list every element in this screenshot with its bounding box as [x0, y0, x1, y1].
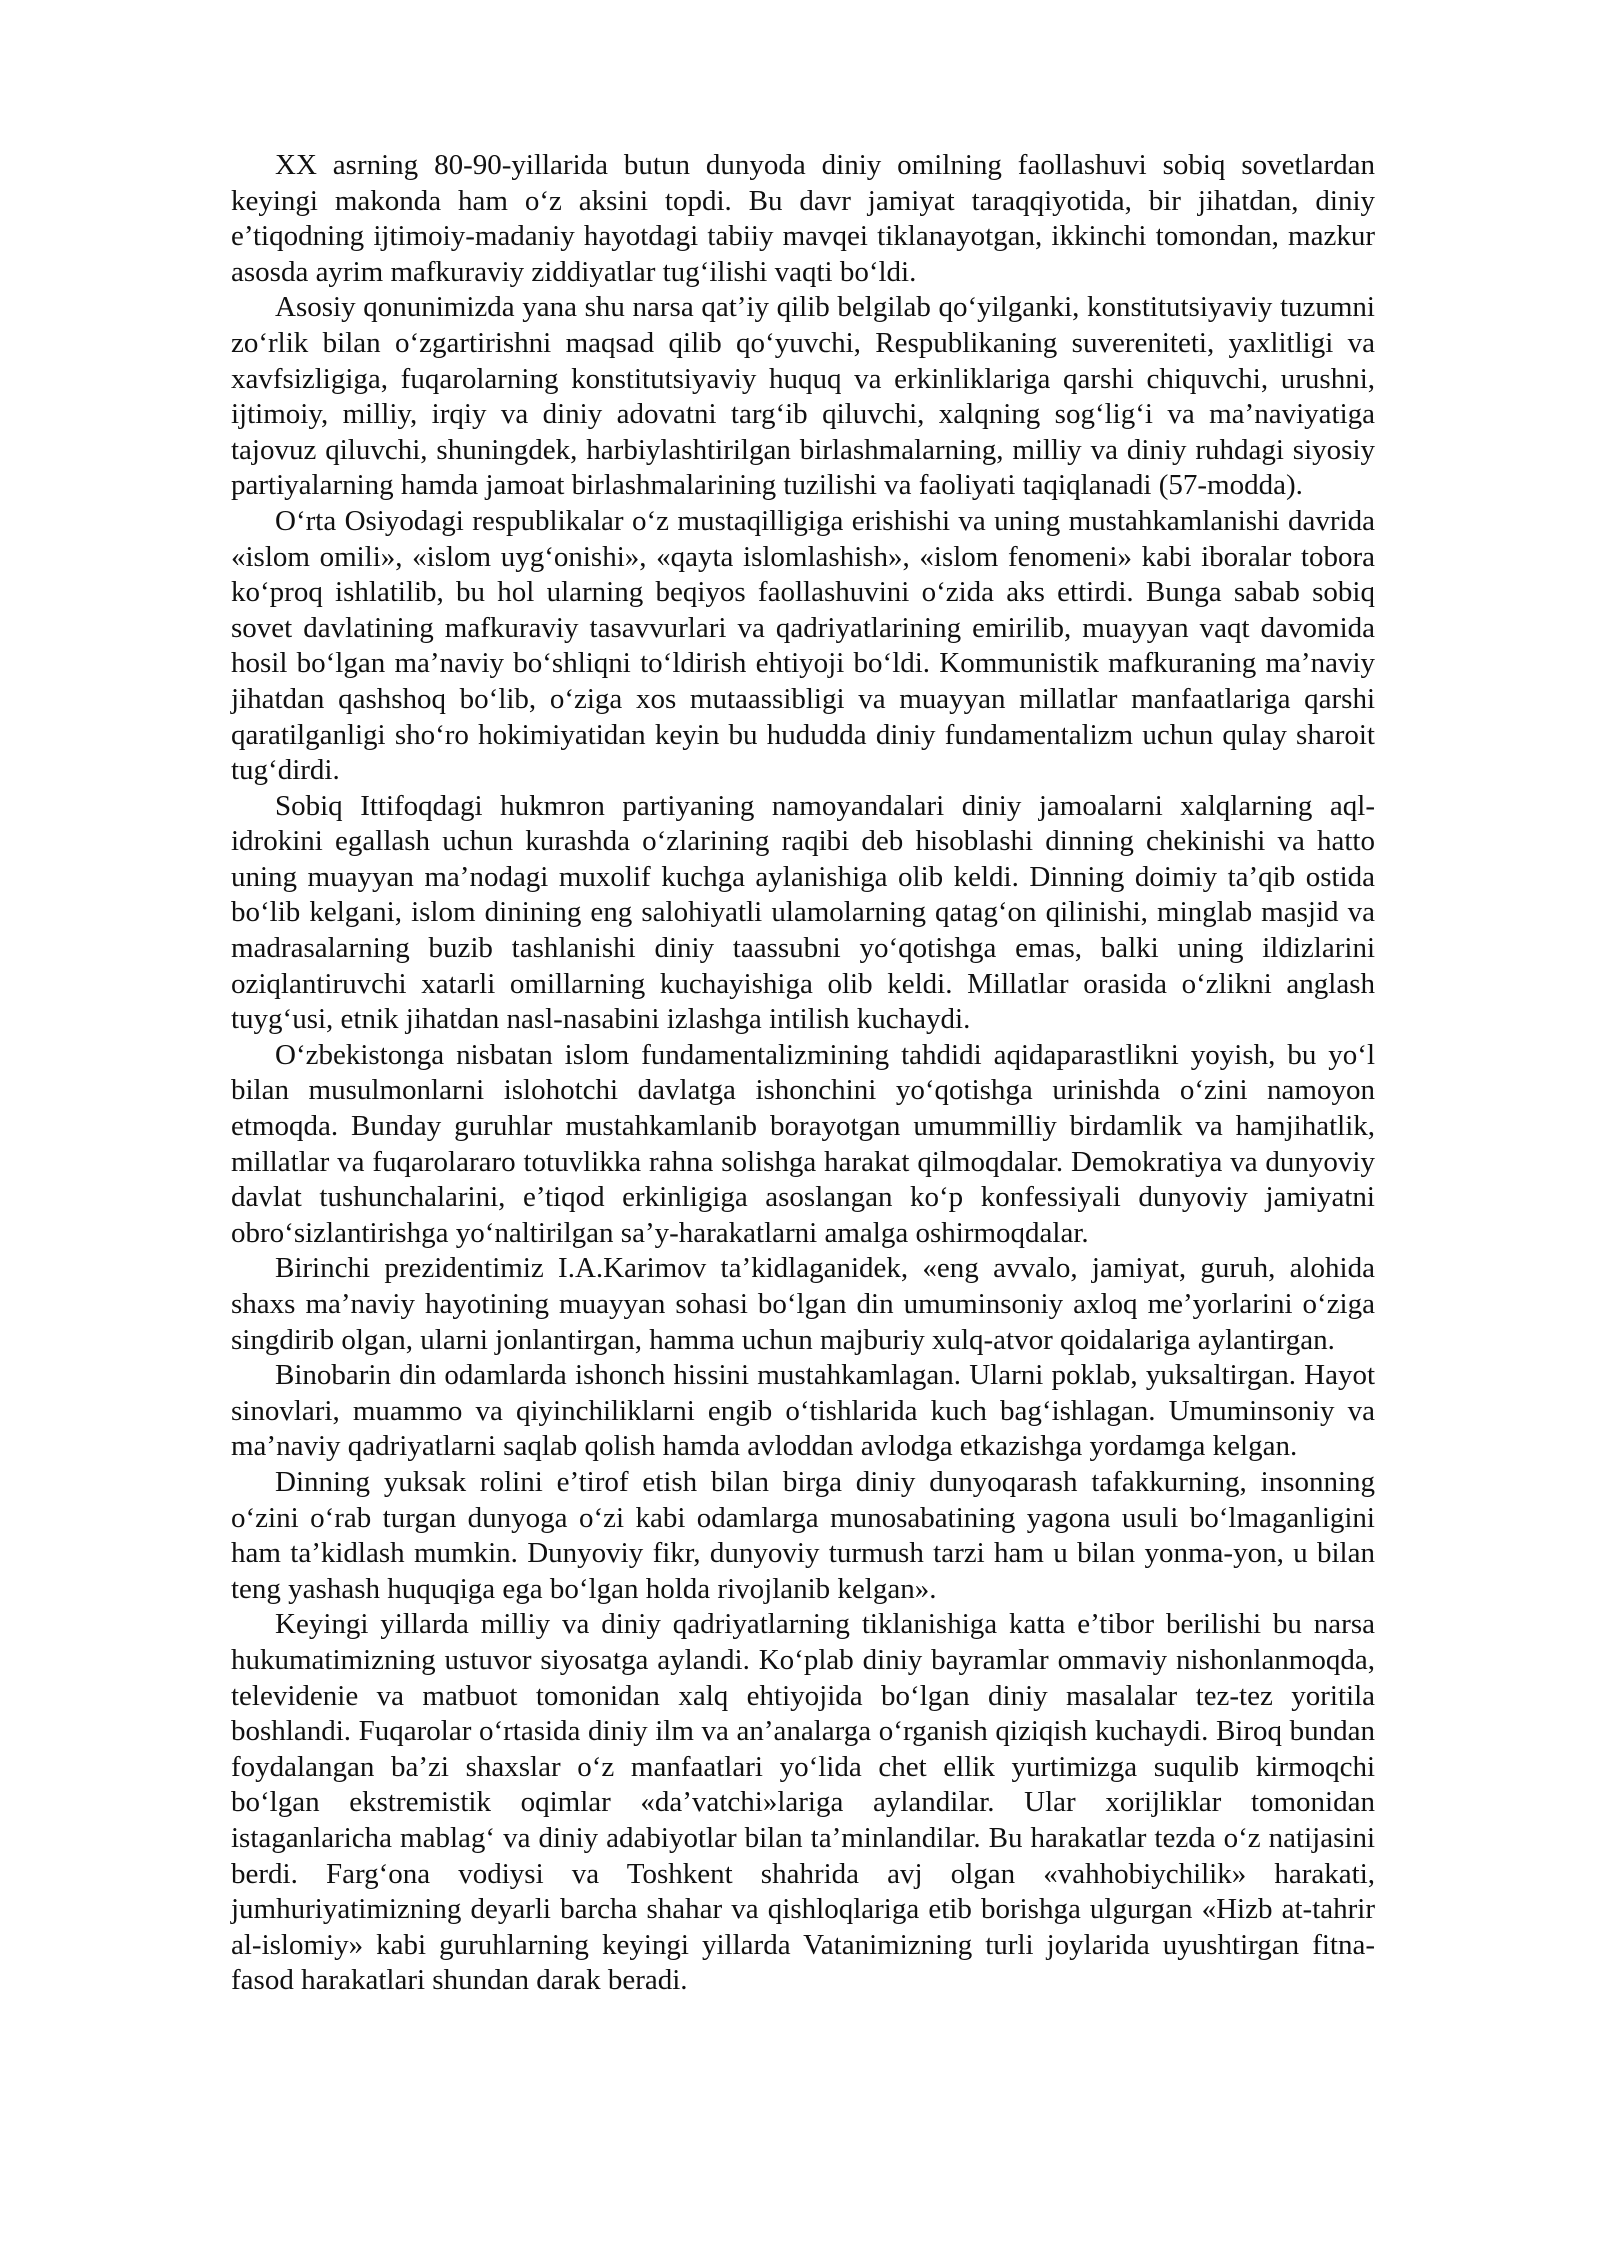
paragraph-2: Asosiy qonunimizda yana shu narsa qat’iy qilib belgilab qo‘yilganki, konstitutsiyaviy tuzumni zo‘rlik bilan o‘zgartirishni maqsad qilib qo‘yuvchi, Respublikaning suvereniteti, yaxlitligi va xavfsizligiga, fuqarolarning konstitutsiyaviy huquq va erkinliklariga qarshi chiquvchi, urushni, ijtimoiy, milliy, irqiy va diniy adovatni targ‘ib qiluvchi, xalqning sog‘lig‘i va ma’naviyatiga tajovuz qiluvchi, shuningdek, harbiylashtirilgan birlashmalarning, milliy va diniy ruhdagi siyosiy partiyalarning hamda jamoat birlashmalarining tuzilishi va faoliyati taqiqlanadi (57-modda). [231, 291, 1375, 502]
paragraph-8: Dinning yuksak rolini e’tirof etish bilan birga diniy dunyoqarash tafakkurning, insonning o‘zini o‘rab turgan dunyoga o‘zi kabi odamlarga munosabatining yagona usuli bo‘lmaganligini ham ta’kidlash mumkin. Dunyoviy fikr, dunyoviy turmush tarzi ham u bilan yonma-yon, u bilan teng yashash huquqiga ega bo‘lgan holda rivojlanib kelgan». [231, 1465, 1375, 1605]
document-page [231, 148, 1375, 1999]
paragraph-1: XX asrning 80-90-yillarida butun dunyoda diniy omilning faollashuvi sobiq sovetlardan keyingi makonda ham o‘z aksini topdi. Bu davr jamiyat taraqqiyotida, bir jihatdan, diniy e’tiqodning ijtimoiy-madaniy hayotdagi tabiiy mavqei tiklanayotgan, ikkinchi tomondan, mazkur asosda ayrim mafkuraviy ziddiyatlar tug‘ilishi vaqti bo‘ldi. [231, 149, 1375, 288]
paragraph-4: Sobiq Ittifoqdagi hukmron partiyaning namoyandalari diniy jamoalarni xalqlarning aql-idrokini egallash uchun kurashda o‘zlarining raqibi deb hisoblashi dinning chekinishi va hatto uning muayyan ma’nodagi muxolif kuchga aylanishiga olib keldi. Dinning doimiy ta’qib ostida bo‘lib kelgani, islom dinining eng salohiyatli ulamolarning qatag‘on qilinishi, minglab masjid va madrasalarning buzib tashlanishi diniy taassubni yo‘qotishga emas, balki uning ildizlarini oziqlantiruvchi xatarli omillarning kuchayishiga olib keldi. Millatlar orasida o‘zlikni anglash tuyg‘usi, etnik jihatdan nasl-nasabini izlashga intilish kuchaydi. [231, 789, 1375, 1036]
paragraph-6: Birinchi prezidentimiz I.A.Karimov ta’kidlaganidek, «eng avvalo, jamiyat, guruh, alohida shaxs ma’naviy hayotining muayyan sohasi bo‘lgan din umuminsoniy axloq me’yorlarini o‘ziga singdirib olgan, ularni jonlantirgan, hamma uchun majburiy xulq-atvor qoidalariga aylantirgan. [231, 1252, 1375, 1356]
paragraph-7: Binobarin din odamlarda ishonch hissini mustahkamlagan. Ularni poklab, yuksaltirgan. Hayot sinovlari, muammo va qiyinchiliklarni engib o‘tishlarida kuch bag‘ishlagan. Umuminsoniy va ma’naviy qadriyatlarni saqlab qolish hamda avloddan avlodga etkazishga yordamga kelgan. [231, 1359, 1375, 1463]
paragraph-3: O‘rta Osiyodagi respublikalar o‘z mustaqilligiga erishishi va uning mustahkamlanishi davrida «islom omili», «islom uyg‘onishi», «qayta islomlashish», «islom fenomeni» kabi iboralar tobora ko‘proq ishlatilib, bu hol ularning beqiyos faollashuvini o‘zida aks ettirdi. Bunga sabab sobiq sovet davlatining mafkuraviy tasavvurlari va qadriyatlarining emirilib, muayyan vaqt davomida hosil bo‘lgan ma’naviy bo‘shliqni to‘ldirish ehtiyoji bo‘ldi. Kommunistik mafkuraning ma’naviy jihatdan qashshoq bo‘lib, o‘ziga xos mutaassibligi va muayyan millatlar manfaatlariga qarshi qaratilganligi sho‘ro hokimiyatidan keyin bu hududda diniy fundamentalizm uchun qulay sharoit tug‘dirdi. [231, 504, 1375, 787]
paragraph-9: Keyingi yillarda milliy va diniy qadriyatlarning tiklanishiga katta e’tibor berilishi bu narsa hukumatimizning ustuvor siyosatga aylandi. Ko‘plab diniy bayramlar ommaviy nishonlanmoqda, televidenie va matbuot tomonidan xalq ehtiyojida bo‘lgan diniy masalalar tez-tez yoritila boshlandi. Fuqarolar o‘rtasida diniy ilm va an’analarga o‘rganish qiziqish kuchaydi. Biroq bundan foydalangan ba’zi shaxslar o‘z manfaatlari yo‘lida chet ellik yurtimizga suqulib kirmoqchi bo‘lgan ekstremistik oqimlar «da’vatchi»lariga aylandilar. Ular xorijliklar tomonidan istaganlaricha mablag‘ va diniy adabiyotlar bilan ta’minlandilar. Bu harakatlar tezda o‘z natijasini berdi. Farg‘ona vodiysi va Toshkent shahrida avj olgan «vahhobiychilik» harakati, jumhuriyatimizning deyarli barcha shahar va qishloqlariga etib borishga ulgurgan «Hizb at-tahrir al-islomiy» kabi guruhlarning keyingi yillarda Vatanimizning turli joylarida uyushtirgan fitna-fasod harakatlari shundan darak beradi. [231, 1608, 1375, 1997]
paragraph-5: O‘zbekistonga nisbatan islom fundamentalizmining tahdidi aqidaparastlikni yoyish, bu yo‘l bilan musulmonlarni islohotchi davlatga ishonchini yo‘qotishga urinishda o‘zini namoyon etmoqda. Bunday guruhlar mustahkamlanib borayotgan umummilliy birdamlik va hamjihatlik, millatlar va fuqarolararo totuvlikka rahna solishga harakat qilmoqdalar. Demokratiya va dunyoviy davlat tushunchalarini, e’tiqod erkinligiga asoslangan ko‘p konfessiyali dunyoviy jamiyatni obro‘sizlantirishga yo‘naltirilgan sa’y-harakatlarni amalga oshirmoqdalar. [231, 1038, 1375, 1249]
